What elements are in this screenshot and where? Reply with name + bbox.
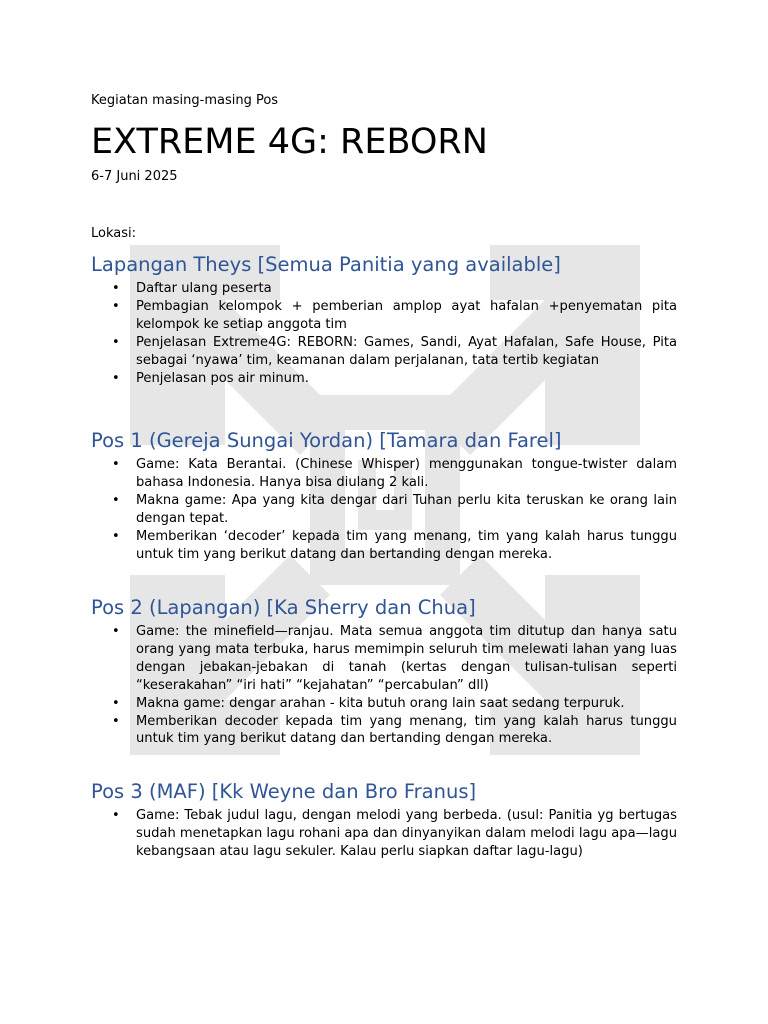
event-date: 6-7 Juni 2025	[91, 169, 178, 184]
bullet-icon: •	[112, 370, 120, 386]
bullet-icon: •	[112, 492, 120, 508]
bullet-list	[91, 807, 677, 861]
bullet-icon: •	[112, 624, 120, 639]
bullet-icon: •	[112, 808, 120, 823]
list-item: • Penjelasan pos air minum.	[112, 370, 309, 386]
bullet-icon: •	[112, 713, 120, 729]
bullet-list	[91, 280, 677, 387]
bullet-icon: •	[112, 457, 120, 472]
section-heading: Pos 1 (Gereja Sungai Yordan) [Tamara dan Farel]	[91, 429, 562, 452]
document-title: EXTREME 4G: REBORN	[91, 122, 488, 162]
document-kicker: Kegiatan masing-masing Pos	[91, 93, 279, 108]
section-heading: Lapangan Theys [Semua Panitia yang available]	[91, 253, 561, 276]
list-item: • Game: Kata Berantai. (Chinese Whisper) menggunakan tongue-twister dalam bahasa Indonesia. Hanya bisa diulang 2 kali.	[112, 457, 677, 490]
section-pos-3	[91, 779, 677, 861]
list-item: • Game: the minefield—ranjau. Mata semua anggota tim ditutup dan hanya satu orang yang mata terbuka, harus memimpin seluruh tim melewati lahan yang luas dengan jebakan-jebakan di tanah (kertas dengan tulisan-tulisan seperti “keserakahan” “iri hati” “kejahatan” “percabulan” dll)	[112, 624, 677, 693]
bullet-icon: •	[112, 528, 120, 544]
list-item: • Pembagian kelompok + pemberian amplop ayat hafalan +penyematan pita kelompok ke setiap anggota tim	[112, 298, 677, 332]
list-item: • Makna game: Apa yang kita dengar dari Tuhan perlu kita teruskan ke orang lain dengan tepat.	[112, 492, 677, 526]
bullet-icon: •	[112, 281, 120, 296]
list-item: • Makna game: dengar arahan - kita butuh orang lain saat sedang terpuruk.	[112, 695, 625, 711]
list-item: • Penjelasan Extreme4G: REBORN: Games, Sandi, Ayat Hafalan, Safe House, Pita sebagai ‘nyawa’ tim, keamanan dalam perjalanan, tata tertib kegiatan	[112, 334, 677, 368]
bullet-icon: •	[112, 298, 120, 314]
section-pos-2	[91, 595, 677, 748]
section-pos-1	[91, 428, 677, 563]
bullet-icon: •	[112, 334, 120, 350]
list-item: • Daftar ulang peserta	[112, 281, 272, 296]
bullet-list	[91, 456, 677, 563]
list-item: • Memberikan ‘decoder’ kepada tim yang menang, tim yang kalah harus tunggu untuk tim yang berikut datang dan bertanding dengan mereka.	[112, 528, 677, 562]
section-lapangan-theys	[91, 252, 677, 387]
location-label: Lokasi:	[91, 226, 136, 241]
bullet-list	[91, 623, 677, 748]
list-item: • Memberikan decoder kepada tim yang menang, tim yang kalah harus tunggu untuk tim yang berikut datang dan bertanding dengan mereka.	[112, 713, 677, 747]
list-item: • Game: Tebak judul lagu, dengan melodi yang berbeda. (usul: Panitia yg bertugas sudah menetapkan lagu rohani apa dan dinyanyikan dalam melodi lagu apa—lagu kebangsaan atau lagu sekuler. Kalau perlu siapkan daftar lagu-lagu)	[112, 808, 677, 859]
bullet-icon: •	[112, 695, 120, 711]
section-heading: Pos 2 (Lapangan) [Ka Sherry dan Chua]	[91, 596, 476, 619]
section-heading: Pos 3 (MAF) [Kk Weyne dan Bro Franus]	[91, 780, 477, 803]
